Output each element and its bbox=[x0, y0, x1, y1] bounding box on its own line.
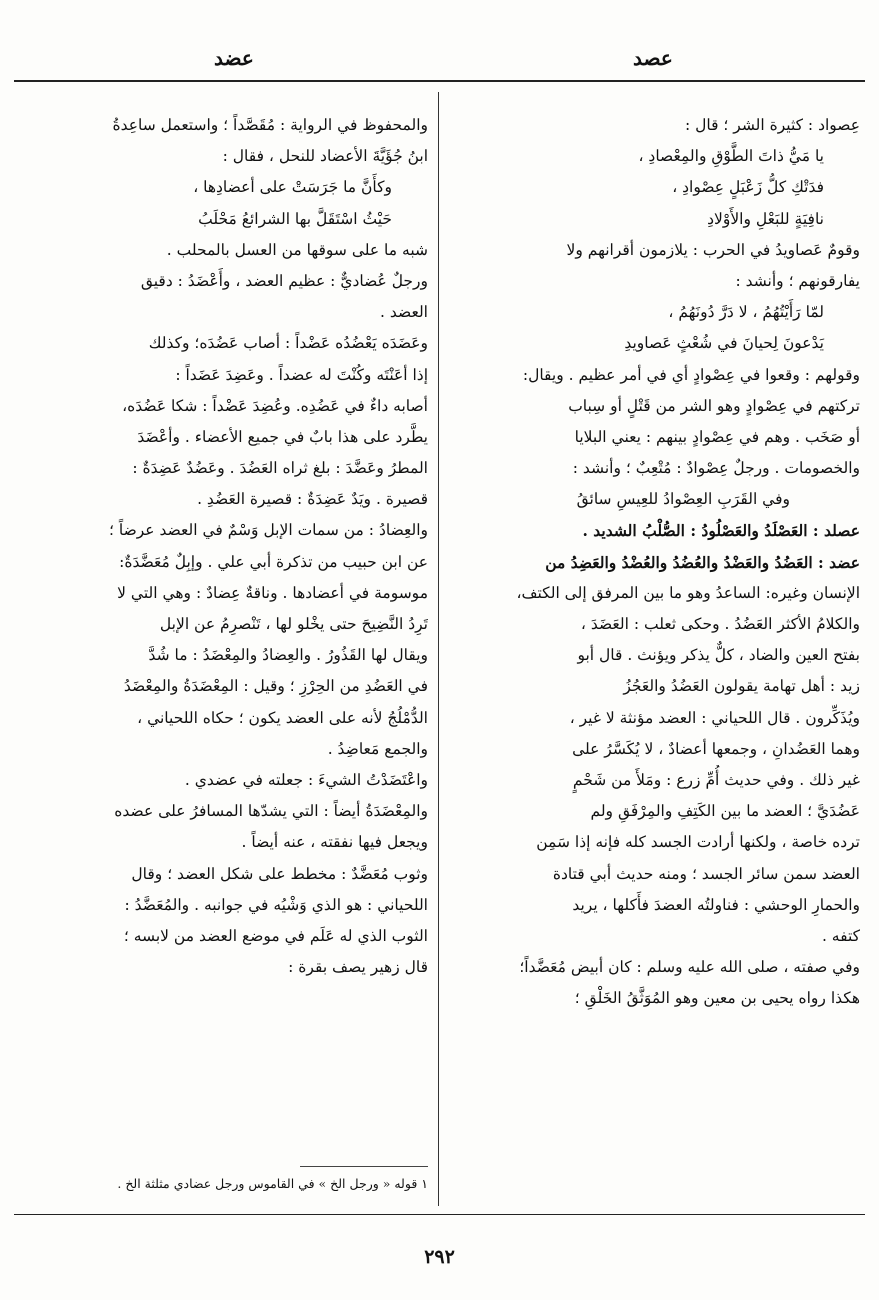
text-line: تركتهم في عِصْوادٍ وهو الشر من قَتْلٍ أو سِباب bbox=[568, 396, 860, 415]
header-rule bbox=[14, 80, 865, 82]
text-line: الإنسان وغيره: الساعدُ وهو ما بين المرفق إلى الكتف، bbox=[516, 583, 860, 602]
footnote-rule bbox=[300, 1166, 428, 1167]
verse-line: فدَتْكِ كلُّ زَعْبَلٍ عِصْوادِ ، bbox=[672, 178, 824, 197]
text-line: وفي صفته ، صلى الله عليه وسلم : كان أبيض مُعَضَّداً؛ bbox=[519, 958, 860, 977]
entry-heading-line: عصلد : العَصْلَدُ والعَصْلُودُ : الصُّلْبُ الشديد . bbox=[582, 521, 860, 541]
text-line: شبه ما على سوقها من العسل بالمحلب . bbox=[166, 240, 428, 259]
text-line: ويُذَكِّرون . قال اللحياني : العضد مؤنثة لا غير ، bbox=[569, 708, 860, 727]
text-line: غير ذلك . وفي حديث أُمِّ زرع : ومَلأَ من شَحْمٍ bbox=[572, 770, 860, 789]
text-line: العضد . bbox=[380, 303, 428, 322]
text-line: والمحفوظ في الرواية : مُقَصَّداً ؛ واستعمل ساعِدةُ bbox=[112, 116, 428, 134]
text-line: والمِعْضَدَةُ أيضاً : التي يشدّها المسافرُ على عضده bbox=[114, 802, 428, 821]
verse-line: وفي القَرَبِ العِصْوادُ للعِيسِ سائقُ bbox=[576, 490, 790, 509]
text-line: تَرِدُ النَّضِيحَ حتى يخْلو لها ، تَنْصرِمُ عن الإبل bbox=[159, 615, 428, 633]
text-line: يفارقونهم ؛ وأنشد : bbox=[735, 271, 860, 290]
text-line: عَضُدَيَّ ؛ العضد ما بين الكَتِفِ والمِرْفَقِ ولم bbox=[590, 802, 860, 821]
text-line: والحمارِ الوحشي : فناولتُه العضدَ فأَكلها ، يريد bbox=[572, 895, 860, 914]
text-line: والجمع مَعاضِدُ . bbox=[327, 739, 428, 758]
column-divider bbox=[438, 92, 439, 1206]
text-line: أصابه داءٌ في عَضُدِه. وعُضِدَ عَضْداً : شكا عَضُدَه، bbox=[122, 396, 428, 415]
text-line: هكذا رواه يحيى بن معين وهو المُوَثَّقُ الخَلْقِ ؛ bbox=[574, 989, 860, 1008]
text-line: وهما العَضُدانِ ، وجمعها أعضادٌ ، لا يُكَسَّرُ على bbox=[572, 739, 860, 758]
text-line: قصيرة . ويَدٌ عَضِدَةٌ : قصيرة العَضُدِ . bbox=[197, 490, 428, 509]
text-line: والخصومات . ورجلٌ عِصْوادٌ : مُتْعِبٌ ؛ وأنشد : bbox=[572, 459, 860, 478]
running-header-right: عصد bbox=[633, 46, 673, 70]
text-line: واعْتَضَدْتُ الشيءَ : جعلته في عضدي . bbox=[184, 770, 428, 789]
text-line: ترده خاصة ، ولكنها أرادت الجسد كله فإنه إذا سَمِن bbox=[536, 833, 860, 852]
verse-line: يَدْعونَ لِحيانَ في شُعْثٍ عَصاويدِ bbox=[624, 334, 824, 353]
text-line: قال زهير يصف بقرة : bbox=[288, 958, 428, 977]
text-line: والعِضادُ : من سمات الإبل وَسْمٌ في العضد عرضاً ؛ bbox=[109, 521, 428, 540]
text-line: ويجعل فيها نفقته ، عنه أيضاً . bbox=[241, 833, 428, 852]
text-line: موسومة في أعضادها . وناقةٌ عِضادٌ : وهي التي لا bbox=[117, 583, 428, 602]
right-column bbox=[452, 110, 860, 1014]
text-line: ورجلٌ عُضاديٌّ : عظيم العضد ، وأَعْضَدُ : دقيق bbox=[140, 271, 428, 290]
page-number: ٢٩٢ bbox=[424, 1246, 455, 1268]
running-header-left: عضد bbox=[214, 46, 254, 70]
text-line: الدُّمْلُجُ لأنه على العضد يكون ؛ حكاه اللحياني ، bbox=[137, 708, 428, 727]
footer-rule bbox=[14, 1214, 865, 1215]
verse-line: وكأَنَّ ما جَرَسَتْ على أعضادِها ، bbox=[193, 178, 392, 197]
left-column bbox=[18, 110, 428, 983]
text-line: المطرُ وعَضَّدَ : بلغ ثراه العَضُدَ . وعَضُدٌ عَضِدَةٌ : bbox=[132, 459, 428, 478]
text-line: وعَضَدَه يَعْضُدُه عَضْداً : أصاب عَضُدَه؛ وكذلك bbox=[148, 334, 428, 353]
text-line: ويقال لها القَذُورُ . والعِضادُ والمِعْضَدُ : ما شُدَّ bbox=[148, 646, 428, 665]
text-line: عن ابن حبيب من تذكرة أبي علي . وإبِلٌ مُعَضَّدَةٌ: bbox=[119, 552, 428, 571]
text-line: العضد سمن سائر الجسد ؛ ومنه حديث أبي قتادة bbox=[552, 864, 860, 883]
text-line: والكلامُ الأكثر العَضُدُ . وحكى ثعلب : العَضَدَ ، bbox=[580, 615, 860, 633]
text-line: كتفه . bbox=[821, 926, 860, 945]
text-line: الثوب الذي له عَلَم في موضع العضد من لابسه ؛ bbox=[123, 926, 428, 945]
text-line: عِصواد : كثيرة الشر ؛ قال : bbox=[684, 116, 860, 134]
text-line: أو صَخَب . وهم في عِصْوادٍ بينهم : يعني البلايا bbox=[574, 427, 860, 446]
text-line: ابنُ جُؤَيَّةَ الأعضاد للنحل ، فقال : bbox=[222, 147, 428, 166]
text-line: وقولهم : وقعوا في عِصْوادٍ أي في أمر عظيم . ويقال: bbox=[522, 365, 860, 384]
text-line: وقومٌ عَصاويدُ في الحرب : يلازمون أقرانهم ولا bbox=[566, 240, 860, 259]
text-line: يطَّرد على هذا بابٌ في جميع الأعضاء . وأعْضَدَ bbox=[137, 427, 428, 446]
text-line: زيد : أهل تهامة يقولون العَضُدُ والعَجُزُ bbox=[623, 677, 860, 696]
verse-line: حَيْثُ اسْتَقَلَّ بها الشرائعُ مَحْلَبُ bbox=[198, 209, 392, 228]
text-line: وثوب مُعَضَّدٌ : مخطط على شكل العضد ؛ وقال bbox=[131, 864, 428, 883]
verse-line: لمّا رَأَيْتُهُمُ ، لا دَرَّ دُونَهُمُ ، bbox=[668, 303, 824, 322]
text-line: في العَضُدِ من الحِرْزِ ؛ وقيل : المِعْضَدَةُ والمِعْضَدُ bbox=[123, 677, 428, 696]
text-line: بفتح العين والضاد ، كلٌّ يذكر ويؤنث . قال أبو bbox=[577, 646, 860, 665]
verse-line: يا مَيُّ ذاتَ الطَّوْقِ والمِعْصادِ ، bbox=[638, 147, 824, 166]
text-line: اللحياني : هو الذي وَشْيُه في جوانبه . والمُعَضَّدُ : bbox=[124, 895, 428, 914]
verse-line: نافِيَةٍ للبَعْلِ والأَوْلادِ bbox=[707, 209, 824, 228]
text-line: إذا أعَنْتَه وكُنْتَ له عضداً . وعَضِدَ عَضَداً : bbox=[175, 365, 428, 384]
footnote: ١ قوله « ورجل الخ » في القاموس ورجل عضادي مثلثة الخ . bbox=[117, 1176, 428, 1191]
entry-heading-line: عضد : العَضُدُ والعَضْدُ والعُضُدُ والعُضْدُ والعَضِدُ من bbox=[545, 552, 860, 572]
